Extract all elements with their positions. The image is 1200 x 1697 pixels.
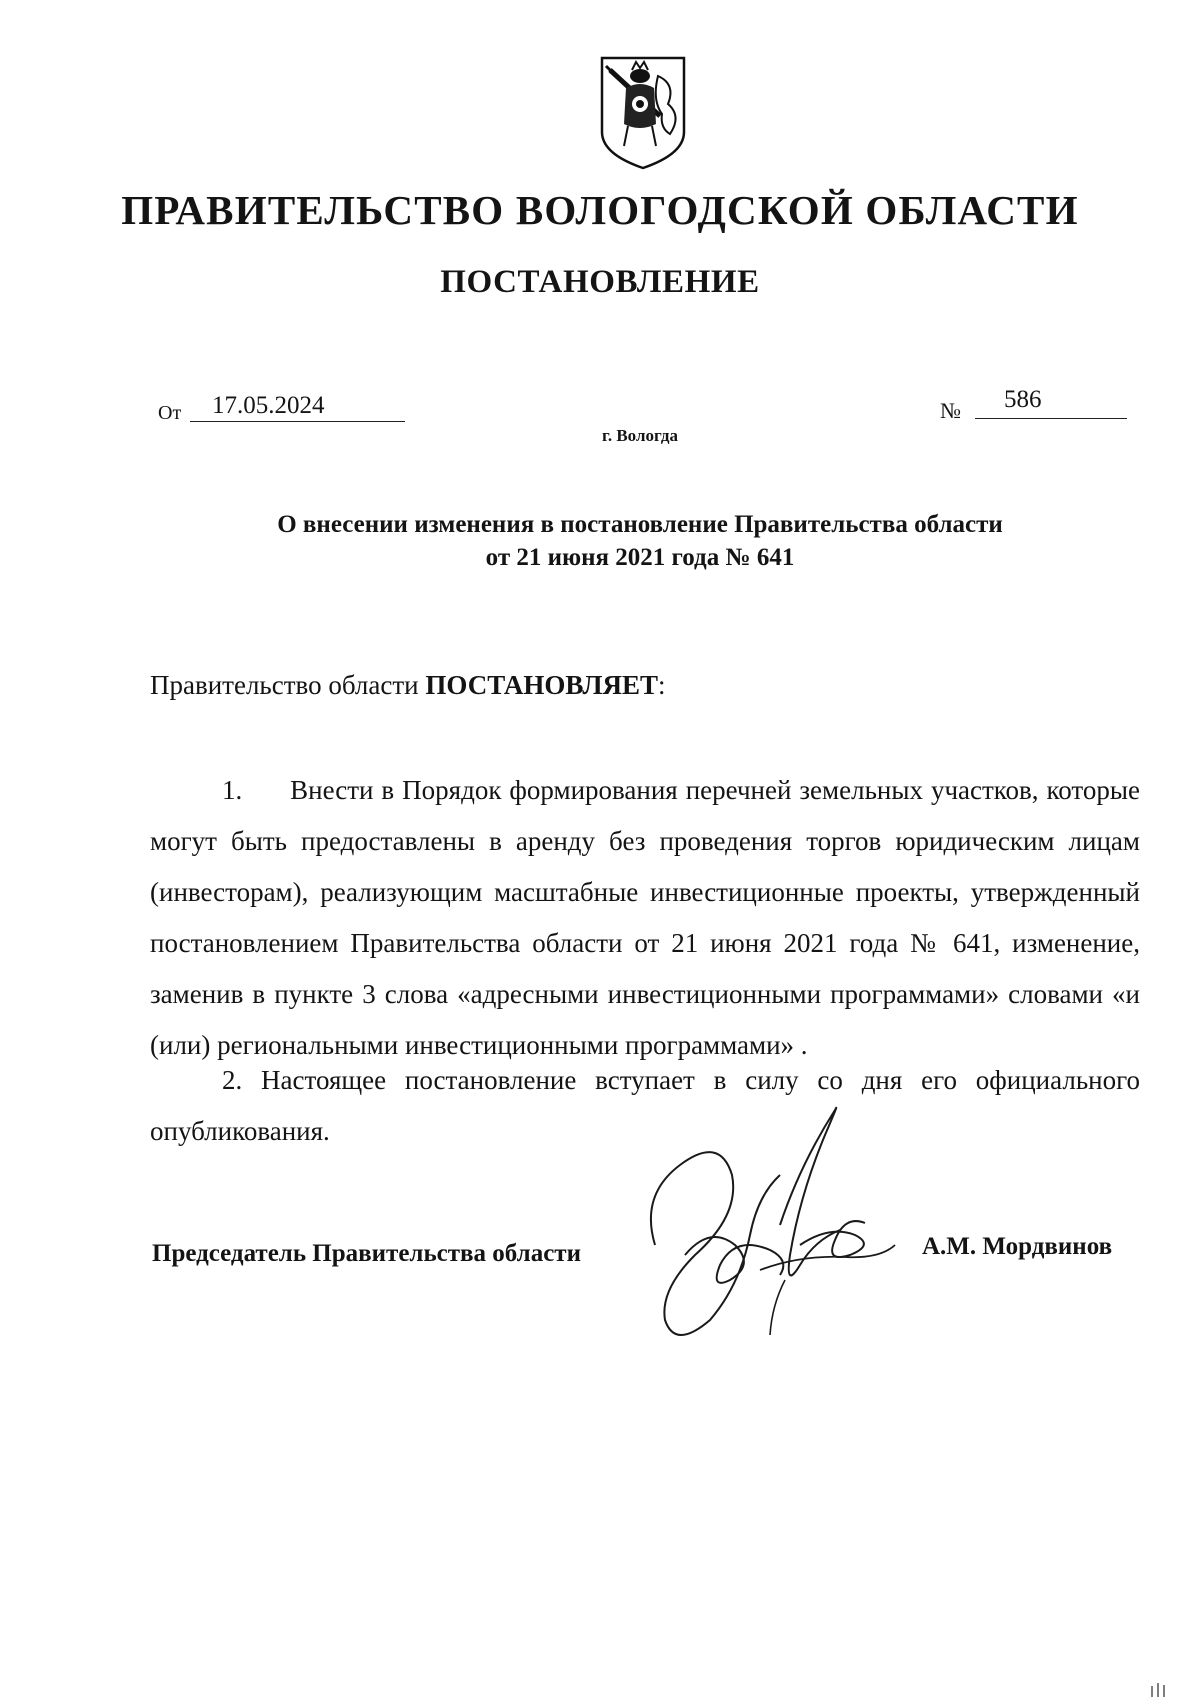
signer-name: А.М. Мордвинов — [922, 1233, 1113, 1260]
document-date: 17.05.2024 — [212, 392, 325, 419]
paragraph-2: 2. Настоящее постановление вступает в силу со дня его официального опубликования. — [150, 1065, 1140, 1146]
coat-of-arms-icon — [598, 54, 688, 172]
signature-icon — [640, 1105, 910, 1355]
paragraph-1: 1. Внести в Порядок формирования перечней земельных участков, которые могут быть предоставлены в аренду без проведения торгов юридическим лицам (инвесторам), реализующим масштабные инвестиционные проекты, утвержденный постановлением Правительства области от 21 июня 2021 года № 641, изменение, заменив в пункте 3 слова «адресными инвестиционными программами» словами «и (или) региональными инвестиционными программами» . — [150, 775, 1140, 1060]
subject-line-2: от 21 июня 2021 года № 641 — [485, 544, 795, 571]
city-label: г. Вологда — [602, 426, 678, 445]
preamble-colon: : — [657, 670, 666, 700]
date-label: От — [158, 402, 182, 424]
government-title: ПРАВИТЕЛЬСТВО ВОЛОГОДСКОЙ ОБЛАСТИ — [121, 187, 1079, 233]
preamble-keyword: ПОСТАНОВЛЯЕТ — [425, 670, 658, 700]
scan-mark-icon — [1150, 1680, 1168, 1697]
subject-line-1: О внесении изменения в постановление Правительства области — [277, 511, 1003, 538]
document-subject — [0, 508, 1200, 574]
number-underline — [975, 390, 1127, 419]
preamble-text: Правительство области — [150, 670, 426, 700]
document-number: 586 — [1004, 386, 1042, 413]
document-type-title: ПОСТАНОВЛЕНИЕ — [440, 264, 760, 300]
number-label: № — [940, 398, 961, 423]
preamble — [150, 670, 666, 701]
signer-position: Председатель Правительства области — [152, 1240, 581, 1267]
